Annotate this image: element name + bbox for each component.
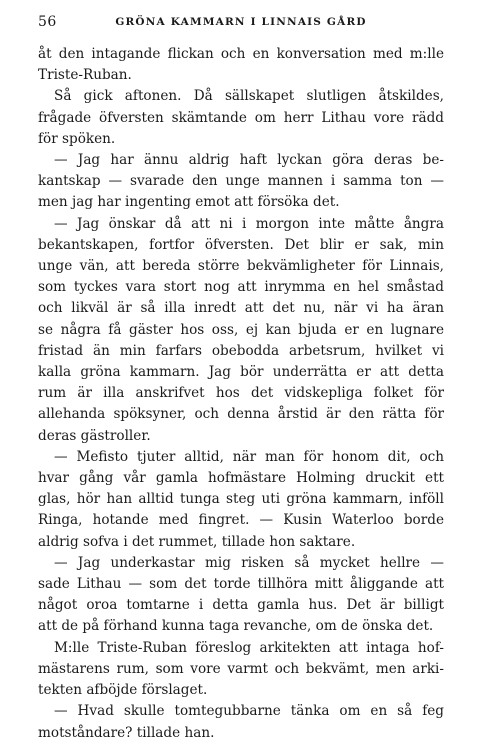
book-page <box>38 14 444 744</box>
body-text <box>38 44 444 744</box>
page-number: 56 <box>38 14 57 30</box>
text-line: motståndare? tillade han. <box>38 724 215 741</box>
text-line: men jag har ingenting emot att försöka det. <box>38 194 340 211</box>
text-line: Så gick aftonen. Då sällskapet slutligen åtskildes, <box>54 88 444 105</box>
text-line: för spöken. <box>38 130 116 147</box>
text-line: — Jag önskar då att ni i morgon inte måtte ångra <box>54 215 444 232</box>
text-line: kantskap — svarade den unge mannen i samma ton — <box>38 173 444 190</box>
running-head <box>38 14 444 36</box>
text-line: sade Lithau — som det torde tillhöra mitt åliggande att <box>38 576 444 593</box>
text-line: hvar gång vår gamla hofmästare Holming druckit ett <box>38 470 444 487</box>
text-line: kalla gröna kammarn. Jag bör underrätta er att detta <box>38 364 444 381</box>
text-line: M:lle Triste-Ruban föreslog arkitekten att intaga hof- <box>54 639 444 656</box>
text-line: bekantskapen, fortfor öfversten. Det blir er sak, min <box>38 236 444 253</box>
running-title: GRÖNA KAMMARN I LINNAIS GÅRD <box>115 16 367 28</box>
text-line: mästarens rum, som vore varmt och bekvämt, men arki- <box>38 660 444 677</box>
text-line: aldrig sofva i det rummet, tillade hon saktare. <box>38 533 356 550</box>
text-line: deras gästroller. <box>38 427 151 444</box>
text-line: glas, hör han alltid tunga steg uti gröna kammarn, inföll <box>38 491 444 508</box>
text-line: som tyckes vara stort nog att inrymma en hel småstad <box>38 279 444 296</box>
text-line: frågade öfversten skämtande om herr Lithau vore rädd <box>38 109 444 126</box>
text-line: tekten afböjde förslaget. <box>38 682 208 699</box>
text-line: något oroa tomtarne i detta gamla hus. Det är billigt <box>38 597 444 614</box>
text-line: se några få gäster hos oss, ej kan bjuda er en lugnare <box>38 321 444 338</box>
text-line: fristad än min farfars obebodda arbetsrum, hvilket vi <box>38 342 444 359</box>
text-line: att de på förhand kunna taga revanche, om de önska det. <box>38 618 434 635</box>
text-line: allehanda spöksyner, och denna årstid är den rätta för <box>38 406 444 423</box>
text-line: åt den intagande flickan och en konversation med m:lle <box>38 46 444 62</box>
text-line: — Jag underkastar mig risken så mycket hellre — <box>54 554 444 571</box>
text-line: Ringa, hotande med fingret. — Kusin Waterloo borde <box>38 512 444 529</box>
text-line: och likväl är så illa inredt att det nu, när vi ha äran <box>38 300 444 317</box>
text-line: — Jag har ännu aldrig haft lyckan göra deras be- <box>54 152 444 169</box>
text-line: — Hvad skulle tomtegubbarne tänka om en så feg <box>54 703 444 720</box>
text-line: rum är illa anskrifvet hos det vidskepliga folket för <box>38 385 444 402</box>
text-line: — Mefisto tjuter alltid, när man för honom dit, och <box>54 448 444 465</box>
text-line: Triste-Ruban. <box>38 67 132 84</box>
text-line: unge vän, att bereda större bekvämligheter för Linnais, <box>38 258 444 275</box>
